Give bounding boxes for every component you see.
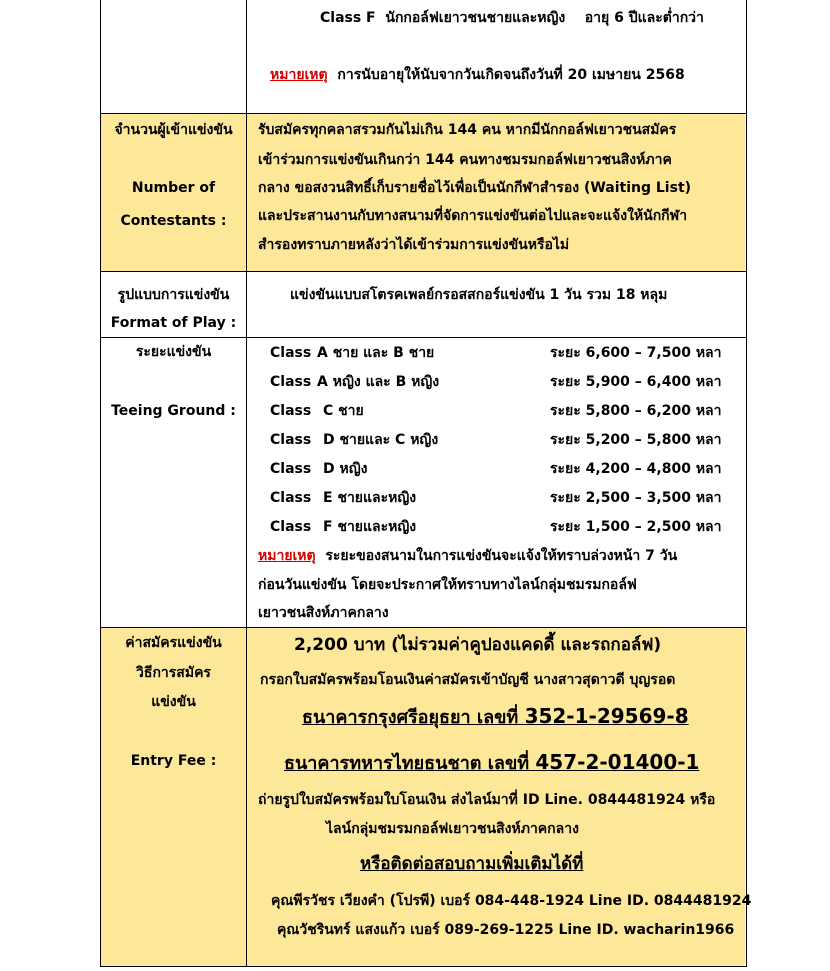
row-divider [100,337,746,338]
fee-label-th-1: ค่าสมัครแข่งขัน [125,635,222,651]
tee-range: ระยะ 5,200 – 5,800 หลา [550,432,722,448]
contestants-line: สำรองทราบภายหลังว่าได้เข้าร่วมการแข่งขันหรือไม่ [258,237,570,253]
teeing-label-en: Teeing Ground : [111,403,236,419]
bank-account-2 [284,750,700,774]
tee-range: ระยะ 6,600 – 7,500 หลา [550,345,722,361]
tee-name: E ชายและหญิง [323,490,417,506]
fee-label-th-3: แข่งขัน [151,694,196,710]
age-note-line [270,66,685,84]
fee-transfer: กรอกใบสมัครพร้อมโอนเงินค่าสมัครเข้าบัญชี นางสาวสุดาวดี บุญรอด [260,672,676,688]
tee-name: C ชาย [323,403,364,419]
contestants-label-th: จำนวนผู้เข้าแข่งขัน [114,122,233,138]
class-f-label: Class F [320,10,376,26]
bank2-number: 457-2-01400-1 [535,750,700,774]
fee-label-en: Entry Fee : [130,753,217,769]
column-divider [246,0,247,966]
tee-range: ระยะ 5,900 – 6,400 หลา [550,374,722,390]
tee-class: Class [270,461,312,477]
teeing-label-th: ระยะแข่งขัน [135,344,212,360]
contestants-line: และประสานงานกับทางสนามที่จัดการแข่งขันต่อไปและจะแจ้งให้นักกีฬา [258,208,688,224]
tee-note-text: ก่อนวันแข่งขัน โดยจะประกาศให้ทราบทางไลน์กลุ่มชมรมกอล์ฟ [258,577,637,593]
contestants-line: รับสมัครทุกคลาสรวมกันไม่เกิน 144 คน หากมีนักกอล์ฟเยาวชนสมัคร [258,122,677,138]
tee-note-text: เยาวชนสิงห์ภาคกลาง [258,605,389,621]
tee-class: Class [270,519,312,535]
tee-class: Class [270,432,312,448]
class-f-age: อายุ 6 ปีและต่ำกว่า [584,10,704,26]
bank2-name: ธนาคารทหารไทยธนชาต เลขที่ [284,753,530,774]
class-f-line [320,9,704,27]
row-divider [100,271,746,272]
contestants-label-en-1: Number of [131,180,216,196]
tee-class: Class [270,403,312,419]
photo-line-2: ไลน์กลุ่มชมรมกอล์ฟเยาวชนสิงห์ภาคกลาง [326,821,579,837]
tee-class: Class [270,345,312,361]
format-label-en: Format of Play : [110,315,237,331]
class-f-desc: นักกอล์ฟเยาวชนชายและหญิง [385,10,566,26]
tee-class: Class [270,374,312,390]
tee-note-text: ระยะของสนามในการแข่งขันจะแจ้งให้ทราบล่วงหน้า 7 วัน [325,548,678,564]
tee-range: ระยะ 1,500 – 2,500 หลา [550,519,722,535]
tee-note-line [258,547,677,565]
fee-amount: 2,200 บาท (ไม่รวมค่าคูปองแคดดี้ และรถกอล์ฟ) [294,635,662,655]
contestants-label-en-2: Contestants : [120,213,227,229]
tee-name: F ชายและหญิง [323,519,417,535]
contestants-line: กลาง ขอสงวนสิทธิ์เก็บรายชื่อไว้เพื่อเป็นนักกีฬาสำรอง (Waiting List) [258,180,692,196]
tee-range: ระยะ 2,500 – 3,500 หลา [550,490,722,506]
format-text: แข่งขันแบบสโตรคเพลย์กรอสสกอร์แข่งขัน 1 วัน รวม 18 หลุม [290,287,668,303]
photo-line-1: ถ่ายรูปใบสมัครพร้อมใบโอนเงิน ส่งไลน์มาที่ ID Line. 0844481924 หรือ [258,792,716,808]
note-label: หมายเหตุ [270,67,328,83]
tee-class: Class [270,490,312,506]
tee-name: A หญิง และ B หญิง [317,374,440,390]
tee-name: D หญิง [323,461,368,477]
fee-label-th-2: วิธีการสมัคร [136,665,211,681]
contact-2: คุณวัชรินทร์ แสงแก้ว เบอร์ 089-269-1225 Line ID. wacharin1966 [277,922,735,938]
contact-1: คุณพีรวัชร เวียงคำ (โปรพี) เบอร์ 084-448-1924 Line ID. 0844481924 [271,893,752,909]
tee-range: ระยะ 5,800 – 6,200 หลา [550,403,722,419]
tee-range: ระยะ 4,200 – 4,800 หลา [550,461,722,477]
bank1-number: 352-1-29569-8 [524,704,689,728]
row-divider [100,113,746,114]
contestants-line: เข้าร่วมการแข่งขันเกินกว่า 144 คนทางชมรมกอล์ฟเยาวชนสิงห์ภาค [258,152,672,168]
tee-name: A ชาย และ B ชาย [317,345,435,361]
format-label-th: รูปแบบการแข่งขัน [117,287,230,303]
note-label: หมายเหตุ [258,548,316,564]
bank1-name: ธนาคารกรุงศรีอยุธยา เลขที่ [302,707,519,728]
tee-name: D ชายและ C หญิง [323,432,439,448]
bank-account-1 [302,704,689,728]
age-note-text: การนับอายุให้นับจากวันเกิดจนถึงวันที่ 20 เมษายน 2568 [337,67,685,83]
row-divider [100,627,746,628]
contact-heading: หรือติดต่อสอบถามเพิ่มเติมได้ที่ [360,854,584,874]
